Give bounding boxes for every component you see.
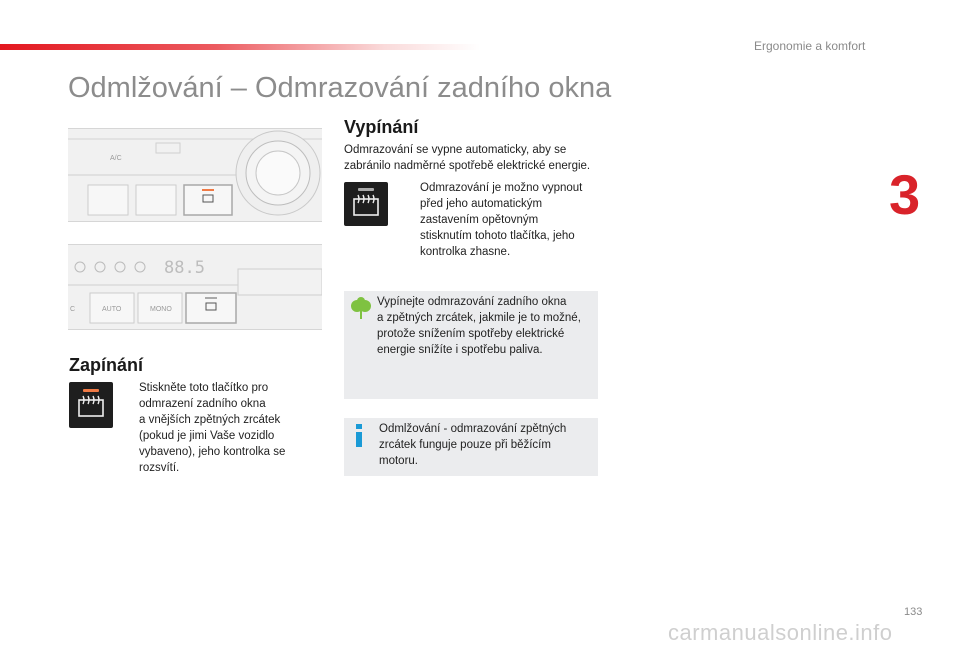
rear-defrost-icon [344,182,388,226]
auto-label: AUTO [102,306,122,313]
text-line: a zpětných zrcátek, jakmile je to možné, [377,312,581,324]
text-line: před jeho automatickým [420,198,543,210]
mono-label: MONO [150,306,172,313]
defrost-button-on-icon [69,382,113,428]
text-line: odmrazení zadního okna [139,398,266,410]
text-line: energie snížíte i spotřebu paliva. [377,344,543,356]
text-line: Stiskněte toto tlačítko pro [139,382,269,394]
text-line: Odmrazování se vypne automaticky, aby se [344,144,567,156]
text-line: a vnějších zpětných zrcátek [139,414,281,426]
page-number: 133 [904,606,923,618]
temperature-display: 88.5 [164,258,205,278]
text-line: stisknutím tohoto tlačítka, jeho [420,230,575,242]
text-line: kontrolka zhasne. [420,246,511,258]
chapter-number: 3 [889,163,920,226]
text-line: (pokud je jimi Vaše vozidlo [139,430,275,442]
text-line: motoru. [379,455,418,467]
zapinani-text [139,380,309,476]
text-line: zrcátek funguje pouze při běžícím [379,439,551,451]
eco-note-text [377,294,595,358]
left-label: C [70,306,76,313]
rear-defrost-icon [69,382,113,428]
info-icon [353,424,367,448]
text-line: Vypínejte odmrazování zadního okna [377,296,567,308]
control-panel-top-drawing [68,129,322,221]
page-title: Odmlžování – Odmrazování zadního okna [68,72,612,104]
eco-note-box [344,291,598,399]
info-note-box [344,418,598,476]
text-line: Odmrazování je možno vypnout [420,182,583,194]
section-title: Ergonomie a komfort [754,39,866,53]
vypinani-heading: Vypínání [344,117,419,137]
control-panel-bottom-image [68,244,322,330]
header-accent-bar [0,44,480,50]
text-line: zastavením opětovným [420,214,539,226]
text-line: Odmlžování - odmrazování zpětných [379,423,567,435]
text-line: vybaveno), jeho kontrolka se [139,446,286,458]
text-line: rozsvítí. [139,462,180,474]
text-line: protože snížením spotřeby elektrické [377,328,565,340]
ac-label: A/C [110,155,122,162]
defrost-button-off-icon [344,182,388,226]
text-line: zabránilo nadměrné spotřebě elektrické energie. [344,160,591,172]
info-note-text [379,421,595,469]
vypinani-text [420,180,600,260]
watermark: carmanualsonline.info [668,620,893,645]
control-panel-top-image [68,128,322,222]
zapinani-heading: Zapínání [69,355,144,375]
leaf-icon [350,297,372,321]
vypinani-intro [344,142,604,174]
